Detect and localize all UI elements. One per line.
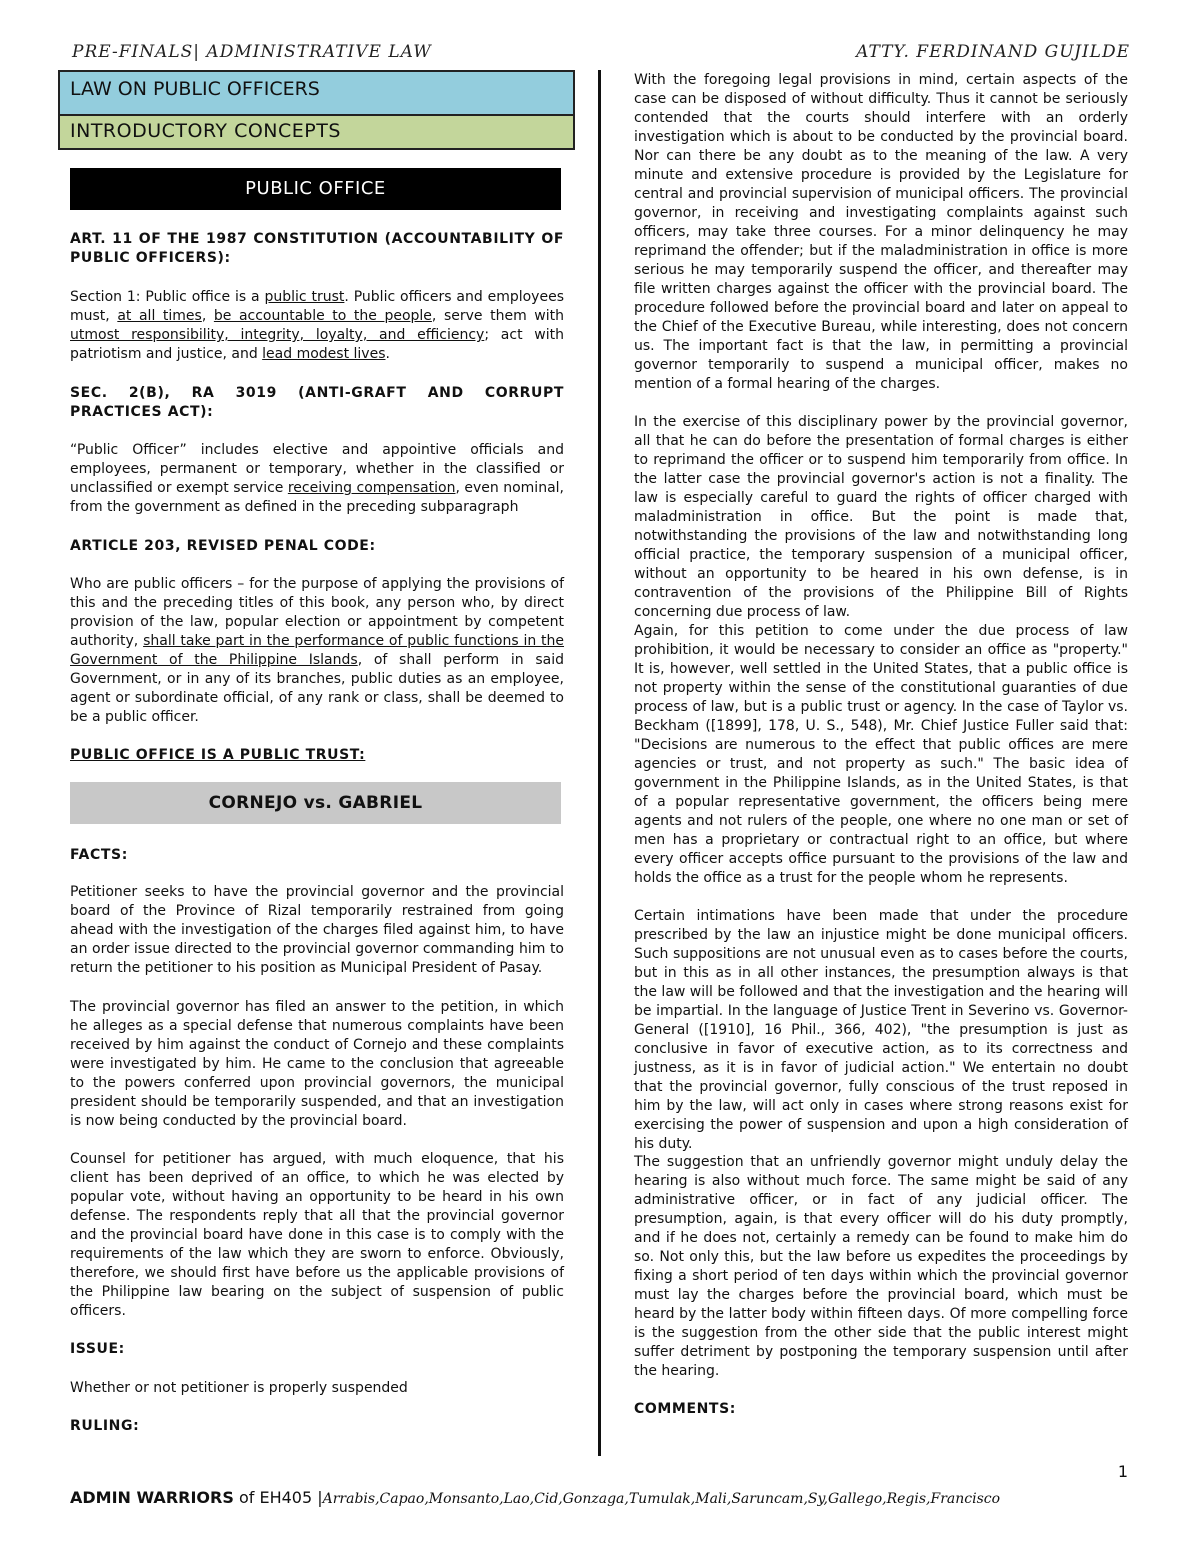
paragraph-section1: Section 1: Public office is a public trust. Public officers and employees must, at all times, be accountable to the people, serve them with utmost responsibility, integrity, loyalty, and efficiency; act with patriotism and justice, and lead modest lives. xyxy=(70,289,565,362)
footer-group-name: ADMIN WARRIORS xyxy=(70,1488,234,1507)
paragraph-ra3019: “Public Officer” includes elective and appointive officials and employees, permanent or temporary, whether in the classified or unclassified or exempt service receiving compensation, even nominal, from the government as defined in the preceding subparagraph xyxy=(70,442,564,515)
paragraph-ruling-4: Certain intimations have been made that under the procedure prescribed by the law an injustice might be done municipal officers. Such suppositions are not unusual even as to cases before the courts, but in this as in all other instances, the presumption always is that the law will be followed and that the investigation and the hearing will be impartial. In the language of Justice Trent in Severino vs. Governor-General ([1910], 16 Phil., 366, 402), "the presumption is just as conclusive in favor of executive action, as to its correctness and justness, as it is in favor of judicial action." We entertain no doubt that the provincial governor, fully conscious of the trust reposed in him by the law, will act only in cases where strong reasons exist for exercising the power of suspension and upon a high consideration of his duty. xyxy=(634,908,1128,1152)
paragraph-ruling-5: The suggestion that an unfriendly governor might unduly delay the hearing is also without much force. The same might be said of any administrative officer, or in fact of any judicial officer. The presumption, again, is that every officer will do his duty promptly, and if he does not, certainly a remedy can be found to make him do so. Not only this, but the law before us expedites the proceedings by fixing a short period of ten days within which the provincial governor must lay the charges before the provincial board, which must be heard by the latter body within fifteen days. Of more compelling force is the suggestion from the other side that the public interest might suffer detriment by postponing the temporary suspension until after the hearing. xyxy=(634,1154,1128,1379)
paragraph-facts-1: Petitioner seeks to have the provincial governor and the provincial board of the Province of Rizal temporarily restrained from going ahead with the investigation of the charges filed against him, to have an order issue directed to the provincial governor commanding him to return the petitioner to his position as Municipal President of Pasay. xyxy=(70,884,564,976)
section-title-public-office: PUBLIC OFFICE xyxy=(70,168,561,210)
column-divider xyxy=(598,70,601,1456)
heading-comments: COMMENTS: xyxy=(634,1401,736,1417)
footer-section: of EH405 | xyxy=(233,1488,323,1507)
paragraph-issue: Whether or not petitioner is properly suspended xyxy=(70,1380,408,1396)
heading-ruling: RULING: xyxy=(70,1418,140,1434)
case-title-cornejo: CORNEJO vs. GABRIEL xyxy=(70,782,561,824)
paragraph-ruling-1: With the foregoing legal provisions in mind, certain aspects of the case can be disposed of without difficulty. Thus it cannot be seriously contended that the courts should interfere with an orderly investigation which is about to be conducted by the provincial board. Nor can there be any doubt as to the meaning of the law. A very minute and extensive procedure is provided by the Legislature for central and provincial supervision of municipal officers. The provincial governor, in receiving and investigating complaints against such officers, may take three courses. For a minor delinquency he may reprimand the offender; but if the maladministration in office is more serious he may temporarily suspend the officer, and thereafter may file written charges against the officer with the provincial board. The procedure followed before the provincial board and later on appeal to the Chief of the Executive Bureau, while interesting, does not concern us. The important fact is that the law, in permitting a provincial governor temporarily to suspend a municipal officer, makes no mention of a formal hearing of the charges. xyxy=(634,72,1128,392)
footer-member-names: Arrabis,Capao,Monsanto,Lao,Cid,Gonzaga,Tumulak,Mali,Saruncam,Sy,Gallego,Regis,Francisco xyxy=(322,1491,1001,1507)
paragraph-ruling-3: Again, for this petition to come under the due process of law prohibition, it would be necessary to consider an office as "property." It is, however, well settled in the United States, that a public office is not property within the sense of the constitutional guaranties of due process of law, but is a public trust or agency. In the case of Taylor vs. Beckham ([1899], 178, U. S., 548), Mr. Chief Justice Fuller said that: "Decisions are numerous to the effect that public offices are mere agencies or trust, and not property as such." The basic idea of government in the Philippine Islands, as in the United States, is that of a popular representative government, the officers being mere agents and not rulers of the people, one where no one man or set of men has a proprietary or contractual right to an office, but where every officer accepts office pursuant to the provisions of the law and holds the office as a trust for the people whom he represents. xyxy=(634,623,1128,886)
header-course: PRE-FINALS| ADMINISTRATIVE LAW xyxy=(72,42,432,62)
heading-art203: ARTICLE 203, REVISED PENAL CODE: xyxy=(70,538,376,554)
heading-ra3019: SEC. 2(B), RA 3019 (ANTI-GRAFT AND CORRUPT PRACTICES ACT): xyxy=(70,385,564,420)
heading-facts: FACTS: xyxy=(70,847,128,863)
paragraph-ruling-2: In the exercise of this disciplinary power by the provincial governor, all that he can do before the presentation of formal charges is either to reprimand the officer or to suspend him temporarily from office. In the latter case the provincial governor's action is not a finality. The law is especially careful to guard the rights of officer charged with maladministration in office. But the point is made that, notwithstanding the provisions of the law and notwithstanding long official practice, the temporary suspension of a municipal officer, without an opportunity to be heared in his own defense, is in contravention of the provisions of the Philippine Bill of Rights concerning due process of law. xyxy=(634,414,1128,620)
footer-credits xyxy=(70,1488,1000,1507)
banner-law-on-public-officers: LAW ON PUBLIC OFFICERS xyxy=(58,70,575,116)
heading-art11: ART. 11 OF THE 1987 CONSTITUTION (ACCOUNTABILITY OF PUBLIC OFFICERS): xyxy=(70,231,564,266)
page-number: 1 xyxy=(1117,1462,1128,1481)
paragraph-facts-3: Counsel for petitioner has argued, with much eloquence, that his client has been deprived of an office, to which he was elected by popular vote, without having an opportunity to be heard in his own defense. The respondents reply that all that the provincial governor and the provincial board have done in this case is to comply with the requirements of the law which they are sworn to enforce. Obviously, therefore, we should first have before us the applicable provisions of the Philippine law bearing on the subject of suspension of public officers. xyxy=(70,1151,564,1319)
paragraph-art203: Who are public officers – for the purpose of applying the provisions of this and the preceding titles of this book, any person who, by direct provision of the law, popular election or appointment by competent authority, shall take part in the performance of public functions in the Government of the Philippine Islands, of shall perform in said Government, or in any of its branches, public duties as an employee, agent or subordinate official, of any rank or class, shall be deemed to be a public officer. xyxy=(70,576,565,725)
heading-issue: ISSUE: xyxy=(70,1341,125,1357)
banner-introductory-concepts: INTRODUCTORY CONCEPTS xyxy=(58,116,575,150)
header-instructor: ATTY. FERDINAND GUJILDE xyxy=(856,42,1130,62)
heading-public-trust: PUBLIC OFFICE IS A PUBLIC TRUST: xyxy=(70,747,366,763)
paragraph-facts-2: The provincial governor has filed an answer to the petition, in which he alleges as a special defense that numerous complaints have been received by him against the conduct of Cornejo and these complaints were investigated by him. He came to the conclusion that agreeable to the powers conferred upon provincial governors, the municipal president should be temporarily suspended, and that an investigation is now being conducted by the provincial board. xyxy=(70,999,564,1129)
